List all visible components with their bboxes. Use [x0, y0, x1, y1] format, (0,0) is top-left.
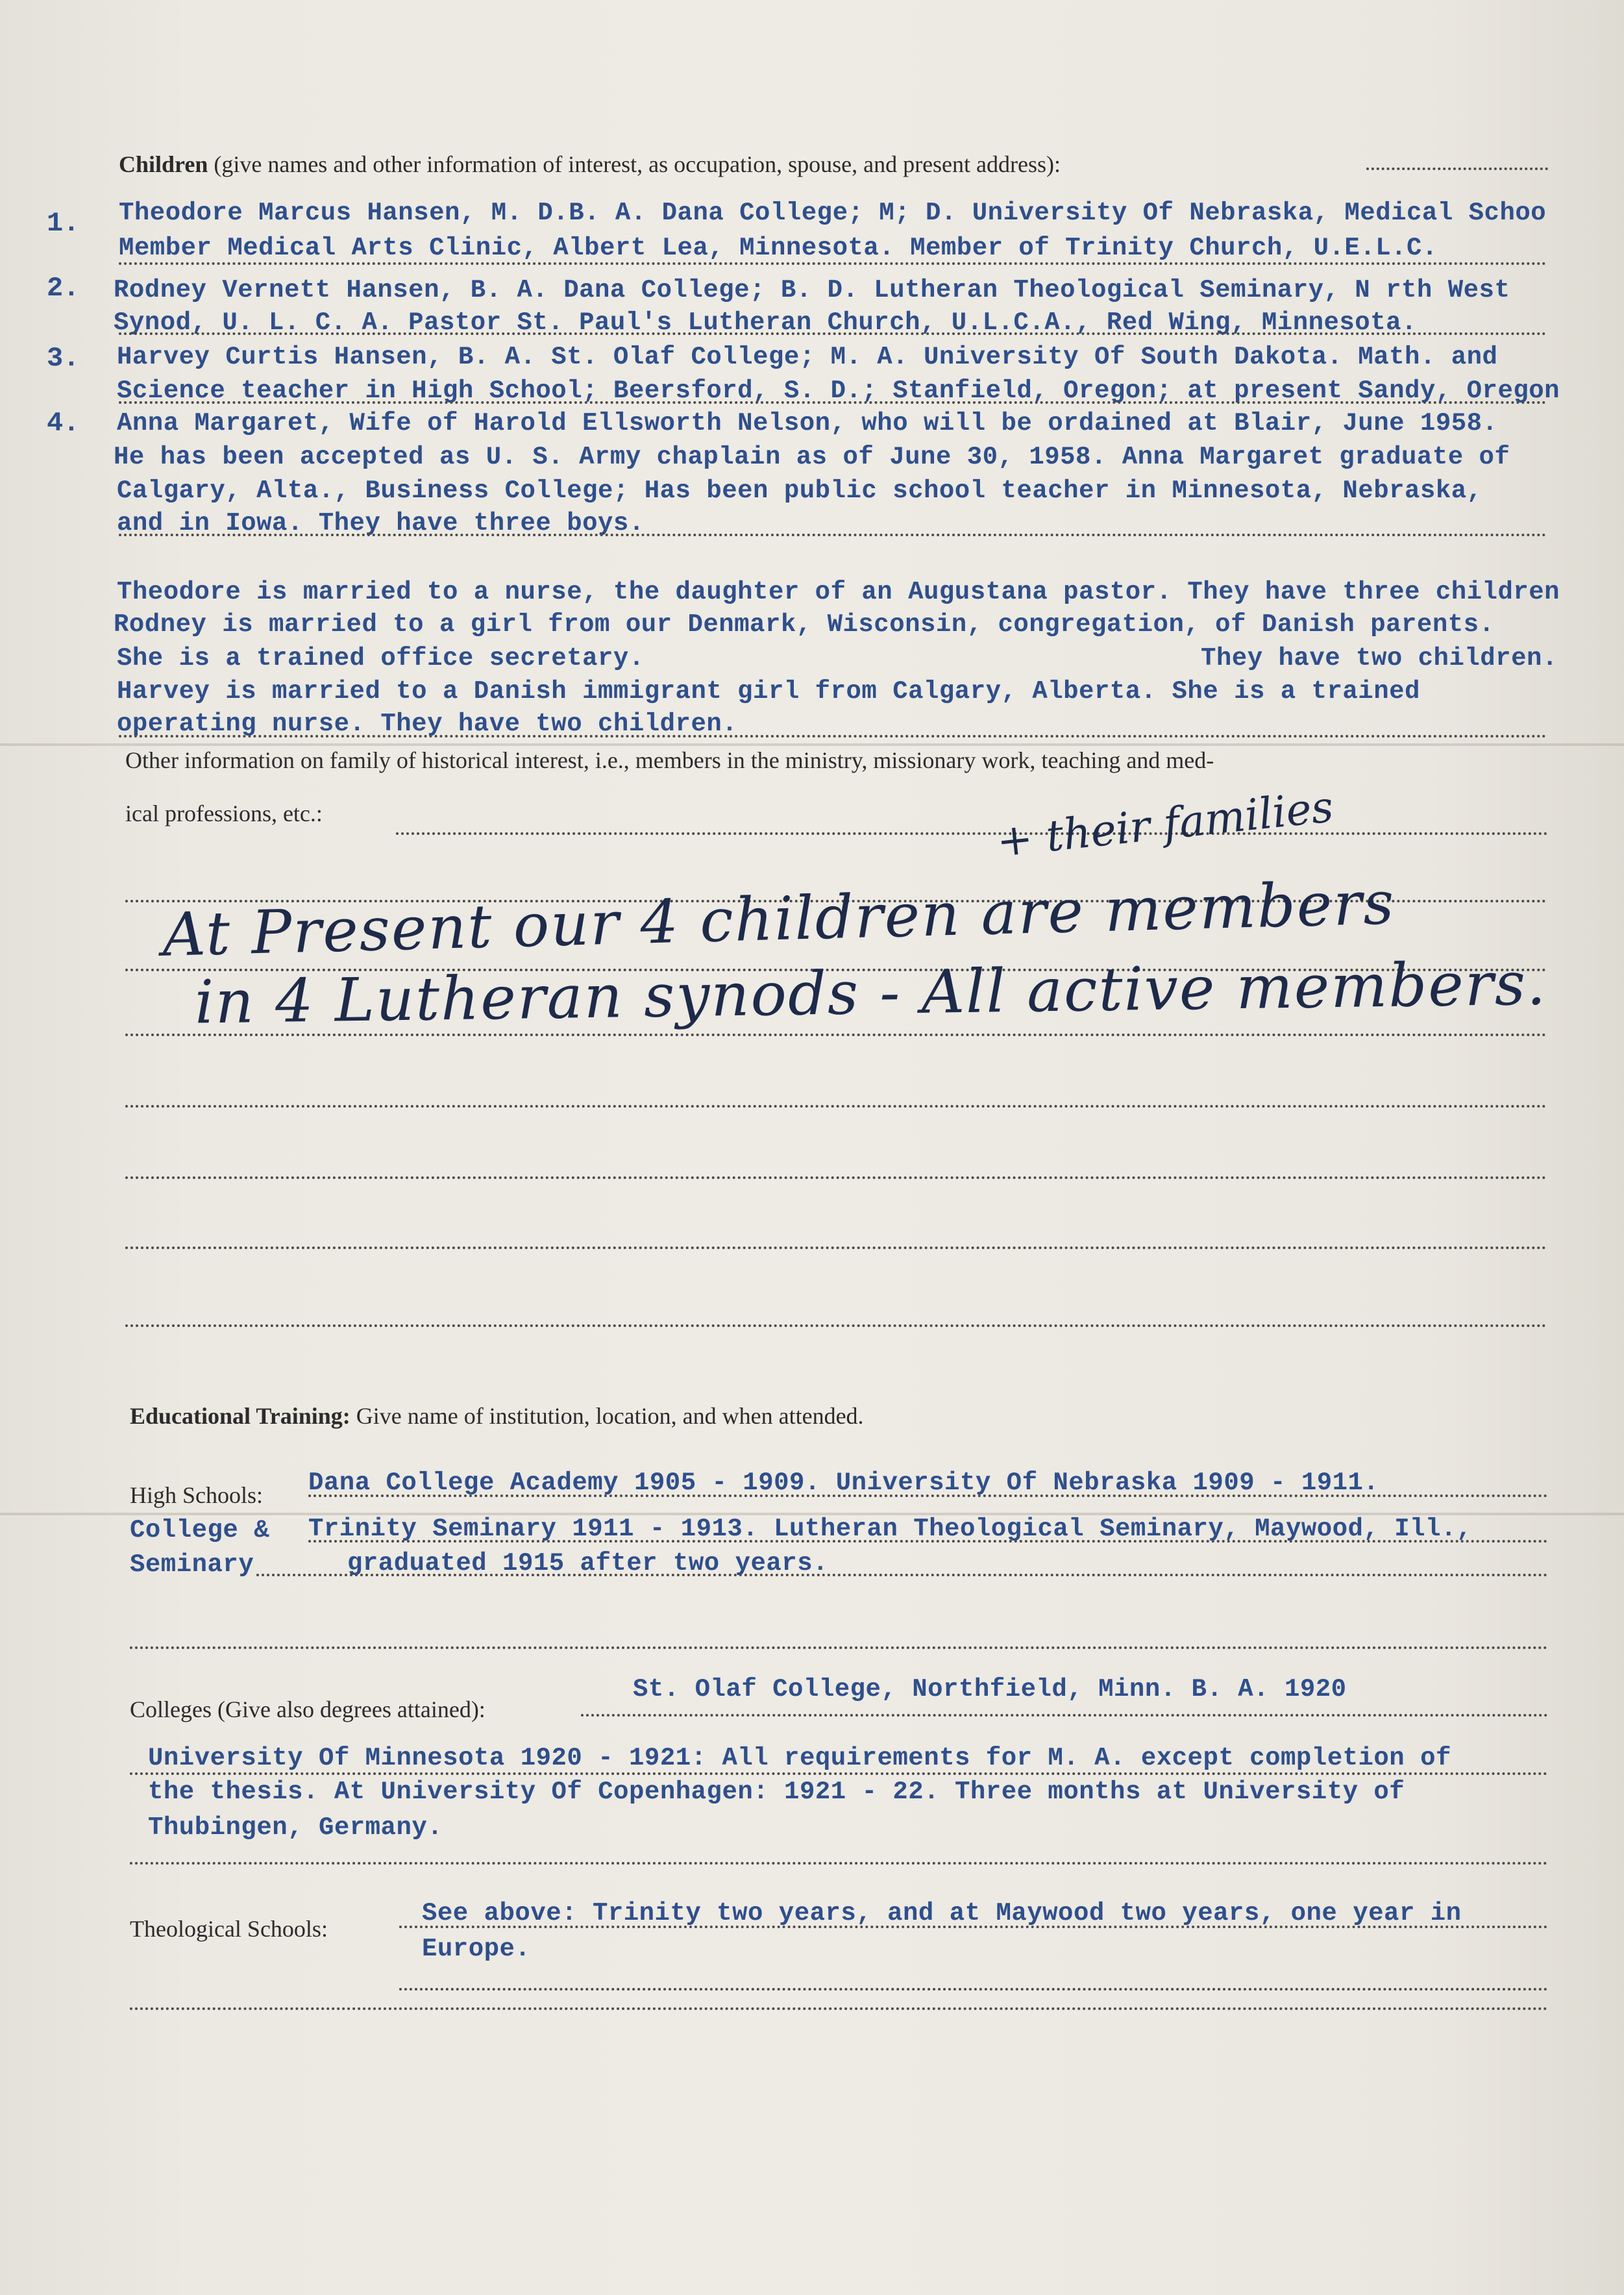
dotted-line [119, 534, 1547, 536]
high-schools-label: High Schools: [130, 1482, 264, 1508]
spouse-line: They have two children. [1201, 644, 1558, 673]
theological-line: Europe. [422, 1935, 531, 1963]
dotted-line [125, 1247, 1547, 1249]
child-number: 4. [47, 408, 80, 439]
education-heading-line [130, 1402, 864, 1430]
child-line: and in Iowa. They have three boys. [117, 509, 645, 538]
education-instruction: Give name of institution, location, and when attended. [356, 1403, 864, 1429]
dotted-line [119, 332, 1547, 335]
child-line: Theodore Marcus Hansen, M. D.B. A. Dana College; M; D. University Of Nebraska, Medical Schoo [119, 199, 1547, 227]
dotted-line [399, 1926, 1548, 1928]
dotted-line [130, 1646, 1548, 1649]
other-info-label: ical professions, etc.: [125, 800, 323, 826]
dotted-line [119, 401, 1547, 404]
colleges-line: Thubingen, Germany. [148, 1813, 443, 1842]
dotted-line [399, 1988, 1548, 1991]
colleges-label: Colleges (Give also degrees attained): [130, 1696, 486, 1722]
dotted-line [130, 1862, 1548, 1865]
education-heading: Educational Training: [130, 1403, 351, 1429]
child-line: Anna Margaret, Wife of Harold Ellsworth Nelson, who will be ordained at Blair, June 1958. [117, 409, 1498, 438]
dotted-line [125, 1324, 1547, 1327]
college-value: Trinity Seminary 1911 - 1913. Lutheran Theological Seminary, Maywood, Ill., [308, 1515, 1472, 1543]
children-heading: Children [119, 151, 208, 177]
dotted-line [130, 2007, 1548, 2010]
seminary-label: Seminary [130, 1550, 254, 1579]
dotted-line [130, 1772, 1548, 1775]
child-line: Science teacher in High School; Beersford, S. D.; Stanfield, Oregon; at present Sandy, Oregon [117, 377, 1560, 405]
colleges-value: St. Olaf College, Northfield, Minn. B. A. 1920 [633, 1675, 1347, 1704]
child-line: Harvey Curtis Hansen, B. A. St. Olaf College; M. A. University Of South Dakota. Math. and [117, 343, 1498, 371]
dotted-line [125, 1034, 1547, 1036]
colleges-line: University Of Minnesota 1920 - 1921: All requirements for M. A. except completion of [148, 1744, 1451, 1772]
handwritten-insert: + their families [994, 782, 1336, 867]
dotted-line [256, 1574, 1548, 1576]
handwritten-line: At Present our 4 children are members [161, 868, 1396, 970]
dotted-line [119, 262, 1547, 265]
child-number: 2. [47, 273, 80, 304]
child-line: Synod, U. L. C. A. Pastor St. Paul's Lutheran Church, U.L.C.A., Red Wing, Minnesota. [114, 308, 1417, 337]
children-heading-line [119, 151, 1061, 178]
child-number: 1. [47, 208, 80, 239]
spouse-line: She is a trained office secretary. [117, 644, 645, 673]
theological-label: Theological Schools: [130, 1916, 328, 1942]
dotted-line [581, 1714, 1548, 1717]
dotted-line [125, 1176, 1547, 1179]
child-line: Rodney Vernett Hansen, B. A. Dana College; B. D. Lutheran Theological Seminary, N rth West [114, 276, 1510, 304]
dotted-line [1366, 167, 1548, 170]
other-info-label: Other information on family of historical interest, i.e., members in the ministry, missionary work, teaching and med- [125, 747, 1214, 773]
child-line: Member Medical Arts Clinic, Albert Lea, Minnesota. Member of Trinity Church, U.E.L.C. [119, 234, 1438, 262]
handwritten-line: in 4 Lutheran synods - All active members. [194, 949, 1547, 1037]
theological-line: See above: Trinity two years, and at Maywood two years, one year in [422, 1899, 1462, 1928]
children-instruction: (give names and other information of interest, as occupation, spouse, and present address): [214, 151, 1061, 177]
spouse-line: Harvey is married to a Danish immigrant girl from Calgary, Alberta. She is a trained [117, 677, 1420, 706]
spouse-line: Theodore is married to a nurse, the daughter of an Augustana pastor. They have three children [117, 578, 1560, 606]
spouse-line: operating nurse. They have two children. [117, 710, 738, 738]
dotted-line [119, 735, 1547, 738]
dotted-line [308, 1540, 1548, 1543]
seminary-value: graduated 1915 after two years. [347, 1549, 829, 1578]
dotted-line [308, 1495, 1548, 1497]
college-label: College & [130, 1516, 270, 1544]
child-number: 3. [47, 343, 80, 374]
child-line: He has been accepted as U. S. Army chaplain as of June 30, 1958. Anna Margaret graduate of [114, 443, 1510, 471]
spouse-line: Rodney is married to a girl from our Denmark, Wisconsin, congregation, of Danish parents. [114, 610, 1495, 639]
dotted-line [125, 1105, 1547, 1108]
high-schools-value: Dana College Academy 1905 - 1909. University Of Nebraska 1909 - 1911. [308, 1469, 1379, 1497]
dotted-line [396, 832, 1548, 835]
colleges-line: the thesis. At University Of Copenhagen: 1921 - 22. Three months at University of [148, 1778, 1405, 1806]
child-line: Calgary, Alta., Business College; Has been public school teacher in Minnesota, Nebraska, [117, 477, 1483, 505]
fold-line [0, 743, 1624, 746]
